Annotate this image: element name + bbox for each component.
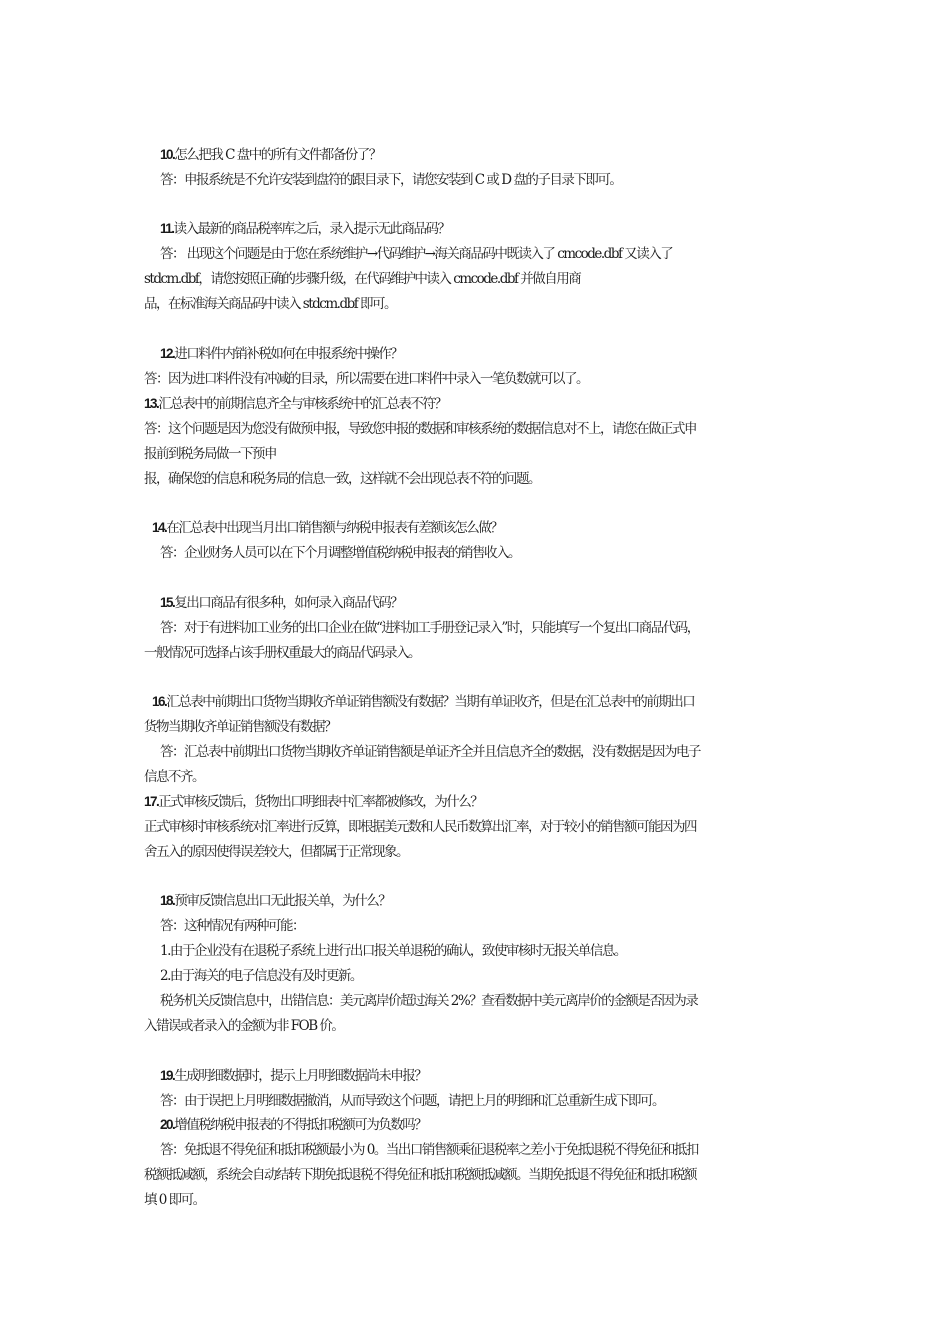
- question-number: 18.: [160, 893, 175, 908]
- question-text: 进口料件内销补税如何在申报系统中操作？: [174, 346, 403, 362]
- answer-17-line-1: 正式审核时审核系统对汇率进行反算，即根据美元数和人民币数算出汇率，对于较小的销售额可能因为四: [144, 819, 696, 835]
- answer-13-line-2: 报前到税务局做一下预申: [144, 446, 276, 462]
- question-16-continued: 货物当期收齐单证销售额没有数据？: [144, 719, 336, 735]
- question-number: 16.: [152, 694, 167, 709]
- question-11: [160, 220, 830, 238]
- question-number: 12.: [160, 346, 175, 361]
- answer-15-line-1: 答：对于有进料加工业务的出口企业在做“进料加工手册登记录入”时，只能填写一个复出口商品代码，: [160, 620, 699, 636]
- question-20: [160, 1116, 830, 1134]
- answer-20-line-1: 答：免抵退不得免征和抵扣税额最小为 0。当出口销售额乘征退税率之差小于免抵退税不得免征和抵扣: [160, 1142, 698, 1158]
- question-text: 怎么把我 C 盘中的所有文件都备份了？: [174, 147, 381, 163]
- answer-11-line-1: 答： 出现这个问题是由于您在系统维护→代码维护→海关商品码中既读入了 cmcode.dbf 又读入了: [160, 246, 673, 262]
- question-number: 13.: [144, 396, 159, 411]
- question-12: [160, 345, 830, 363]
- question-text: 生成明细数据时，提示上月明细数据尚未申报？: [174, 1068, 427, 1084]
- question-16: [152, 693, 822, 711]
- question-number: 15.: [160, 595, 175, 610]
- question-number: 10.: [160, 147, 175, 162]
- answer-18-line-5: 入错误或者录入的金额为非 FOB 价。: [144, 1018, 344, 1034]
- question-number: 14.: [152, 520, 167, 535]
- question-15: [160, 594, 830, 612]
- question-text: 复出口商品有很多种，如何录入商品代码？: [174, 595, 403, 611]
- question-text: 预审反馈信息出口无此报关单，为什么？: [174, 893, 391, 909]
- question-text: 读入最新的商品税率库之后，录入提示无此商品码？: [173, 221, 450, 237]
- question-text: 增值税纳税申报表的不得抵扣税额可为负数吗？: [174, 1117, 427, 1133]
- answer-16-line-2: 信息不齐。: [144, 769, 204, 785]
- question-text: 正式审核反馈后，货物出口明细表中汇率都被修改，为什么？: [158, 794, 483, 810]
- question-text: 汇总表中的前期信息齐全与审核系统中的汇总表不符？: [158, 396, 447, 412]
- question-number: 20.: [160, 1117, 175, 1132]
- answer-14-line-1: 答：企业财务人员可以在下个月调整增值税纳税申报表的销售收入。: [160, 545, 520, 561]
- answer-16-line-1: 答：汇总表中前期出口货物当期收齐单证销售额是单证齐全并且信息齐全的数据，没有数据是因为电子: [160, 744, 700, 760]
- answer-18-line-2: 1.由于企业没有在退税子系统上进行出口报关单退税的确认，致使审核时无报关单信息。: [160, 943, 626, 959]
- question-number: 17.: [144, 794, 159, 809]
- answer-10-line-1: 答：申报系统是不允许安装到盘符的跟目录下，请您安装到 C 或 D 盘的子目录下即可。: [160, 172, 622, 188]
- question-19: [160, 1067, 830, 1085]
- answer-20-line-2: 税额抵减额，系统会自动结转下期免抵退税不得免征和抵扣税额抵减额。当期免抵退不得免征和抵扣税额: [144, 1167, 696, 1183]
- question-text: 在汇总表中出现当月出口销售额与纳税申报表有差额该怎么做？: [166, 520, 503, 536]
- question-13: [144, 395, 814, 413]
- answer-13-line-3: 报，确保您的信息和税务局的信息一致，这样就不会出现总表不符的问题。: [144, 471, 540, 487]
- answer-18-line-4: 税务机关反馈信息中，出错信息：美元离岸价超过海关 2%？查看数据中美元离岸价的金额是否因为录: [160, 993, 698, 1009]
- answer-12-line-1: 答：因为进口料件没有冲减的目录，所以需要在进口料件中录入一笔负数就可以了。: [144, 371, 588, 387]
- question-number: 11.: [160, 221, 174, 236]
- answer-18-line-3: 2.由于海关的电子信息没有及时更新。: [160, 968, 362, 984]
- question-text: 汇总表中前期出口货物当期收齐单证销售额没有数据？当期有单证收齐，但是在汇总表中的前期出口: [166, 694, 695, 710]
- answer-11-line-3: 品，在标准海关商品码中读入 stdcm.dbf 即可。: [144, 296, 397, 312]
- answer-17-line-2: 舍五入的原因使得误差较大，但都属于正常现象。: [144, 844, 408, 860]
- question-14: [152, 519, 822, 537]
- question-10: [160, 146, 830, 164]
- answer-20-line-3: 填 0 即可。: [144, 1192, 205, 1208]
- answer-19-line-1: 答：由于误把上月明细数据撤消，从而导致这个问题，请把上月的明细和汇总重新生成下即可。: [160, 1093, 664, 1109]
- question-17: [144, 793, 814, 811]
- answer-11-line-2: stdcm.dbf，请您按照正确的步骤升级，在代码维护中读入 cmcode.dbf 并做自用商: [144, 271, 581, 287]
- answer-18-line-1: 答：这种情况有两种可能：: [160, 918, 304, 934]
- question-18: [160, 892, 830, 910]
- answer-13-line-1: 答：这个问题是因为您没有做预申报，导致您申报的数据和审核系统的数据信息对不上，请您在做正式申: [144, 421, 696, 437]
- question-number: 19.: [160, 1068, 175, 1083]
- answer-15-line-2: 一般情况可选择占该手册权重最大的商品代码录入。: [144, 645, 420, 661]
